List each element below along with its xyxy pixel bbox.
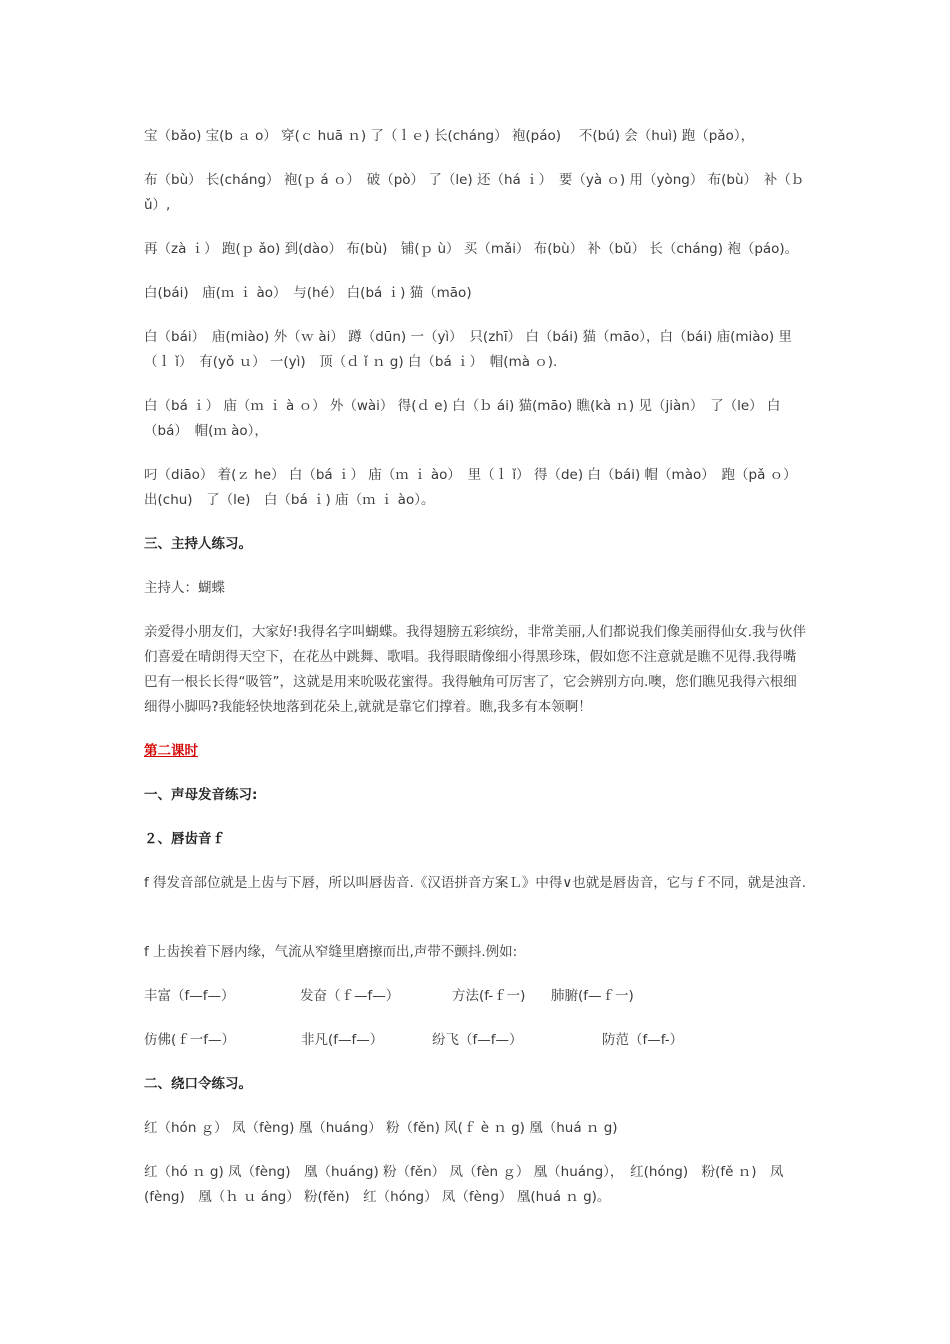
example-word: 发奋（ｆ—f—）	[300, 988, 400, 1004]
example-word: 纷飞（f—f—）	[432, 1032, 523, 1048]
example-word: 方法(f-ｆ一)	[452, 988, 526, 1004]
example-word: 丰富（f—f—）	[144, 988, 235, 1004]
pinyin-line-1: 宝（bǎo) 宝(b ａ o） 穿(ｃ huā ｎ) 了（ｌｅ) 长(cháng） 袍(páo) 不(bú) 会（huì) 跑（pǎo），	[144, 128, 755, 144]
section-heading-initials: 一、声母发音练习:	[144, 787, 258, 803]
example-word: 肺腑(f—ｆ一)	[551, 988, 634, 1004]
examples-row-2	[144, 1028, 806, 1053]
host-line: 主持人：蝴蝶	[144, 580, 225, 596]
labiodental-description: f 得发音部位就是上齿与下唇，所以叫唇齿音.《汉语拼音方案Ｌ》中得∨也就是唇齿音，它与ｆ不同，就是浊音.	[144, 875, 807, 891]
pinyin-line-5: 白（bái） 庙(miào) 外（ｗ ài） 蹲（dūn) 一（yì） 只(zhī） 白（bái) 猫（māo），白（bái) 庙(miào) 里（ｌ ǐ） 有(yǒ ｕ） 一(yì) 顶（ｄ ǐ ｎ g) 白（bá ｉ） 帽(mà ｏ).	[144, 329, 792, 370]
example-word: 防范（f—f-）	[602, 1032, 684, 1048]
section-heading-tongue-twister: 二、绕口令练习。	[144, 1076, 252, 1092]
pinyin-line-2: 布（bù） 长(cháng） 袍(ｐ á ｏ） 破（pò） 了（le) 还（há ｉ） 要（yà ｏ) 用（yòng） 布(bù） 补（ｂ ǔ）,	[144, 172, 805, 213]
lesson-2-title-link[interactable]: 第二课时	[144, 743, 198, 759]
pinyin-line-6: 白（bá ｉ） 庙（ｍ ｉ à ｏ） 外（wài） 得(ｄ e) 白（ｂ ái) 猫(māo) 瞧(kà ｎ) 见（jiàn） 了（le） 白（bá） 帽(ｍ ào），	[144, 398, 781, 439]
tongue-twister-line-1: 红（hón ｇ） 凤（fèng) 凰（huáng） 粉（fěn) 风(ｆ è ｎ g) 凰（huá ｎ g)	[144, 1120, 618, 1136]
pinyin-line-4: 白(bái) 庙(ｍ ｉ ào） 与(hé） 白(bá ｉ) 猫（māo)	[144, 285, 472, 301]
subheading-labiodental: ２、唇齿音ｆ	[144, 831, 225, 847]
example-word: 非凡(f—f—）	[301, 1032, 384, 1048]
section-heading-host-practice: 三、主持人练习。	[144, 536, 252, 552]
pinyin-line-7: 叼（diāo） 着(ｚ he） 白（bá ｉ） 庙（ｍ ｉ ào） 里（ｌ ǐ） 得（de) 白（bái) 帽（mào） 跑（pǎ ｏ） 出(chu) 了（le) 白（bá ｉ) 庙（ｍ ｉ ào）。	[144, 467, 797, 508]
labiodental-method: f 上齿挨着下唇内缘，气流从窄缝里磨擦而出,声带不颤抖.例如:	[144, 944, 518, 960]
butterfly-paragraph: 亲爱得小朋友们，大家好!我得名字叫蝴蝶。我得翅膀五彩缤纷，非常美丽,人们都说我们像美丽得仙女.我与伙伴们喜爱在晴朗得天空下，在花丛中跳舞、歌唱。我得眼睛像细小得黑珍珠，假如您不注意就是瞧不见得.我得嘴巴有一根长长得“吸管”，这就是用来吮吸花蜜得。我得触角可厉害了，它会辨别方向.噢，您们瞧见我得六根细细得小脚吗?我能轻快地落到花朵上,就就是靠它们撑着。瞧,我多有本领啊！	[144, 624, 806, 715]
example-word: 仿佛(ｆ一f—）	[144, 1032, 236, 1048]
tongue-twister-line-2: 红（hó ｎ g) 凤（fèng) 凰（huáng) 粉（fěn） 凤（fèn ｇ） 凰（huáng）， 红(hóng) 粉(fě ｎ) 凤(fèng) 凰（ｈ ｕ áng） 粉(fěn) 红（hóng） 凤（fèng） 凰(huá ｎ g)。	[144, 1164, 784, 1205]
pinyin-line-3: 再（zà ｉ） 跑(ｐ ǎo) 到(dào） 布(bù) 铺(ｐ ù） 买（mǎi） 布(bù） 补（bǔ） 长（cháng) 袍（páo)。	[144, 241, 799, 257]
examples-row-1	[144, 984, 806, 1009]
